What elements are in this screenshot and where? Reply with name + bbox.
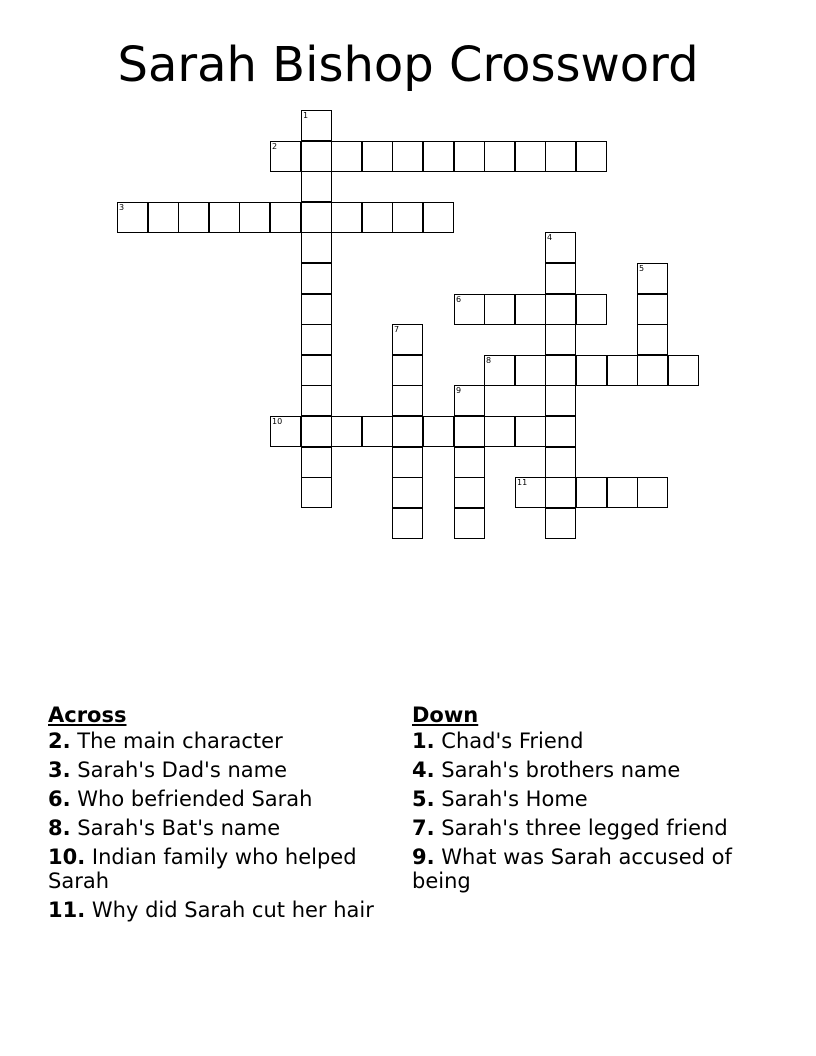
clue-number: 6. xyxy=(48,787,71,811)
grid-cell[interactable] xyxy=(331,202,362,233)
grid-cell[interactable] xyxy=(148,202,179,233)
clue-number: 4. xyxy=(412,758,435,782)
clue-number-label: 11 xyxy=(517,478,528,487)
across-clue xyxy=(48,758,398,782)
grid-cell[interactable] xyxy=(576,477,607,508)
clue-text: Chad's Friend xyxy=(441,729,584,753)
grid-cell[interactable] xyxy=(423,141,454,172)
grid-cell[interactable] xyxy=(515,294,546,325)
grid-cell[interactable] xyxy=(515,355,546,386)
clue-number-label: 7 xyxy=(394,325,400,334)
grid-cell[interactable] xyxy=(576,141,607,172)
grid-cell[interactable] xyxy=(454,416,485,447)
down-clue-list xyxy=(412,729,752,893)
grid-cell[interactable] xyxy=(301,447,332,478)
clue-number-label: 1 xyxy=(303,111,309,120)
grid-cell[interactable] xyxy=(545,141,576,172)
grid-cell[interactable] xyxy=(301,477,332,508)
grid-cell[interactable] xyxy=(392,141,423,172)
grid-cell[interactable] xyxy=(209,202,240,233)
grid-cell[interactable] xyxy=(301,232,332,263)
grid-cell[interactable] xyxy=(239,202,270,233)
clue-number-label: 5 xyxy=(639,264,645,273)
grid-cell[interactable] xyxy=(484,294,515,325)
grid-cell[interactable] xyxy=(270,202,301,233)
grid-cell[interactable] xyxy=(301,141,332,172)
clue-text: What was Sarah accused of being xyxy=(412,845,732,893)
grid-cell[interactable] xyxy=(392,508,423,539)
grid-cell[interactable] xyxy=(545,355,576,386)
clue-text: Sarah's Dad's name xyxy=(77,758,287,782)
grid-cell[interactable] xyxy=(545,294,576,325)
grid-cell[interactable] xyxy=(484,416,515,447)
grid-cell[interactable] xyxy=(454,141,485,172)
clue-number-label: 9 xyxy=(456,386,462,395)
grid-cell[interactable] xyxy=(545,477,576,508)
clue-number-label: 8 xyxy=(486,356,492,365)
clue-number-label: 10 xyxy=(272,417,283,426)
down-clue xyxy=(412,787,752,811)
grid-cell[interactable] xyxy=(301,202,332,233)
grid-cell[interactable] xyxy=(637,324,668,355)
clue-number: 10. xyxy=(48,845,86,869)
grid-cell[interactable] xyxy=(576,294,607,325)
grid-cell[interactable] xyxy=(545,385,576,416)
grid-cell[interactable] xyxy=(454,508,485,539)
grid-cell[interactable] xyxy=(545,447,576,478)
grid-cell[interactable] xyxy=(637,477,668,508)
down-clue xyxy=(412,845,752,893)
clue-number: 2. xyxy=(48,729,71,753)
clue-number-label: 4 xyxy=(547,233,553,242)
grid-cell[interactable] xyxy=(576,355,607,386)
grid-cell[interactable] xyxy=(545,324,576,355)
clue-text: Sarah's three legged friend xyxy=(441,816,728,840)
grid-cell[interactable] xyxy=(423,416,454,447)
grid-cell[interactable] xyxy=(668,355,699,386)
clue-number-label: 3 xyxy=(119,203,125,212)
grid-cell[interactable] xyxy=(392,447,423,478)
grid-cell[interactable] xyxy=(484,141,515,172)
across-clue-list xyxy=(48,729,398,922)
grid-cell[interactable] xyxy=(515,416,546,447)
clue-number-label: 6 xyxy=(456,295,462,304)
grid-cell[interactable] xyxy=(637,355,668,386)
grid-cell[interactable] xyxy=(607,355,638,386)
clue-number: 7. xyxy=(412,816,435,840)
puzzle-title: Sarah Bishop Crossword xyxy=(117,37,699,93)
grid-cell[interactable] xyxy=(301,355,332,386)
clue-number: 3. xyxy=(48,758,71,782)
clue-text: Who befriended Sarah xyxy=(77,787,313,811)
grid-cell[interactable] xyxy=(301,294,332,325)
grid-cell[interactable] xyxy=(423,202,454,233)
grid-cell[interactable] xyxy=(331,416,362,447)
clue-number-label: 2 xyxy=(272,142,278,151)
clue-text: Indian family who helped Sarah xyxy=(48,845,357,893)
clue-text: Sarah's Home xyxy=(441,787,588,811)
down-clue xyxy=(412,816,752,840)
grid-cell[interactable] xyxy=(545,508,576,539)
clue-text: The main character xyxy=(77,729,283,753)
grid-cell[interactable] xyxy=(301,263,332,294)
grid-cell[interactable] xyxy=(637,294,668,325)
clue-number: 9. xyxy=(412,845,435,869)
clue-number: 11. xyxy=(48,898,86,922)
down-heading: Down xyxy=(412,703,479,727)
grid-cell[interactable] xyxy=(301,171,332,202)
down-clue xyxy=(412,729,752,753)
grid-cell[interactable] xyxy=(392,416,423,447)
grid-cell[interactable] xyxy=(392,202,423,233)
clue-text: Sarah's brothers name xyxy=(441,758,681,782)
clue-text: Sarah's Bat's name xyxy=(77,816,281,840)
clue-number: 1. xyxy=(412,729,435,753)
grid-cell[interactable] xyxy=(301,385,332,416)
grid-cell[interactable] xyxy=(545,263,576,294)
grid-cell[interactable] xyxy=(392,477,423,508)
down-clues xyxy=(412,703,752,898)
clue-text: Why did Sarah cut her hair xyxy=(91,898,374,922)
across-heading: Across xyxy=(48,703,127,727)
grid-cell[interactable] xyxy=(454,447,485,478)
grid-cell[interactable] xyxy=(331,141,362,172)
grid-cell[interactable] xyxy=(392,385,423,416)
grid-cell[interactable] xyxy=(515,141,546,172)
across-clue xyxy=(48,845,398,893)
clue-number: 8. xyxy=(48,816,71,840)
across-clues xyxy=(48,703,398,927)
grid-cell[interactable] xyxy=(362,416,393,447)
grid-cell[interactable] xyxy=(301,416,332,447)
grid-cell[interactable] xyxy=(545,416,576,447)
grid-cell[interactable] xyxy=(607,477,638,508)
grid-cell[interactable] xyxy=(362,141,393,172)
grid-cell[interactable] xyxy=(178,202,209,233)
grid-cell[interactable] xyxy=(454,477,485,508)
across-clue xyxy=(48,898,398,922)
grid-cell[interactable] xyxy=(301,324,332,355)
clue-number: 5. xyxy=(412,787,435,811)
down-clue xyxy=(412,758,752,782)
grid-cell[interactable] xyxy=(362,202,393,233)
grid-cell[interactable] xyxy=(392,355,423,386)
across-clue xyxy=(48,787,398,811)
across-clue xyxy=(48,816,398,840)
across-clue xyxy=(48,729,398,753)
